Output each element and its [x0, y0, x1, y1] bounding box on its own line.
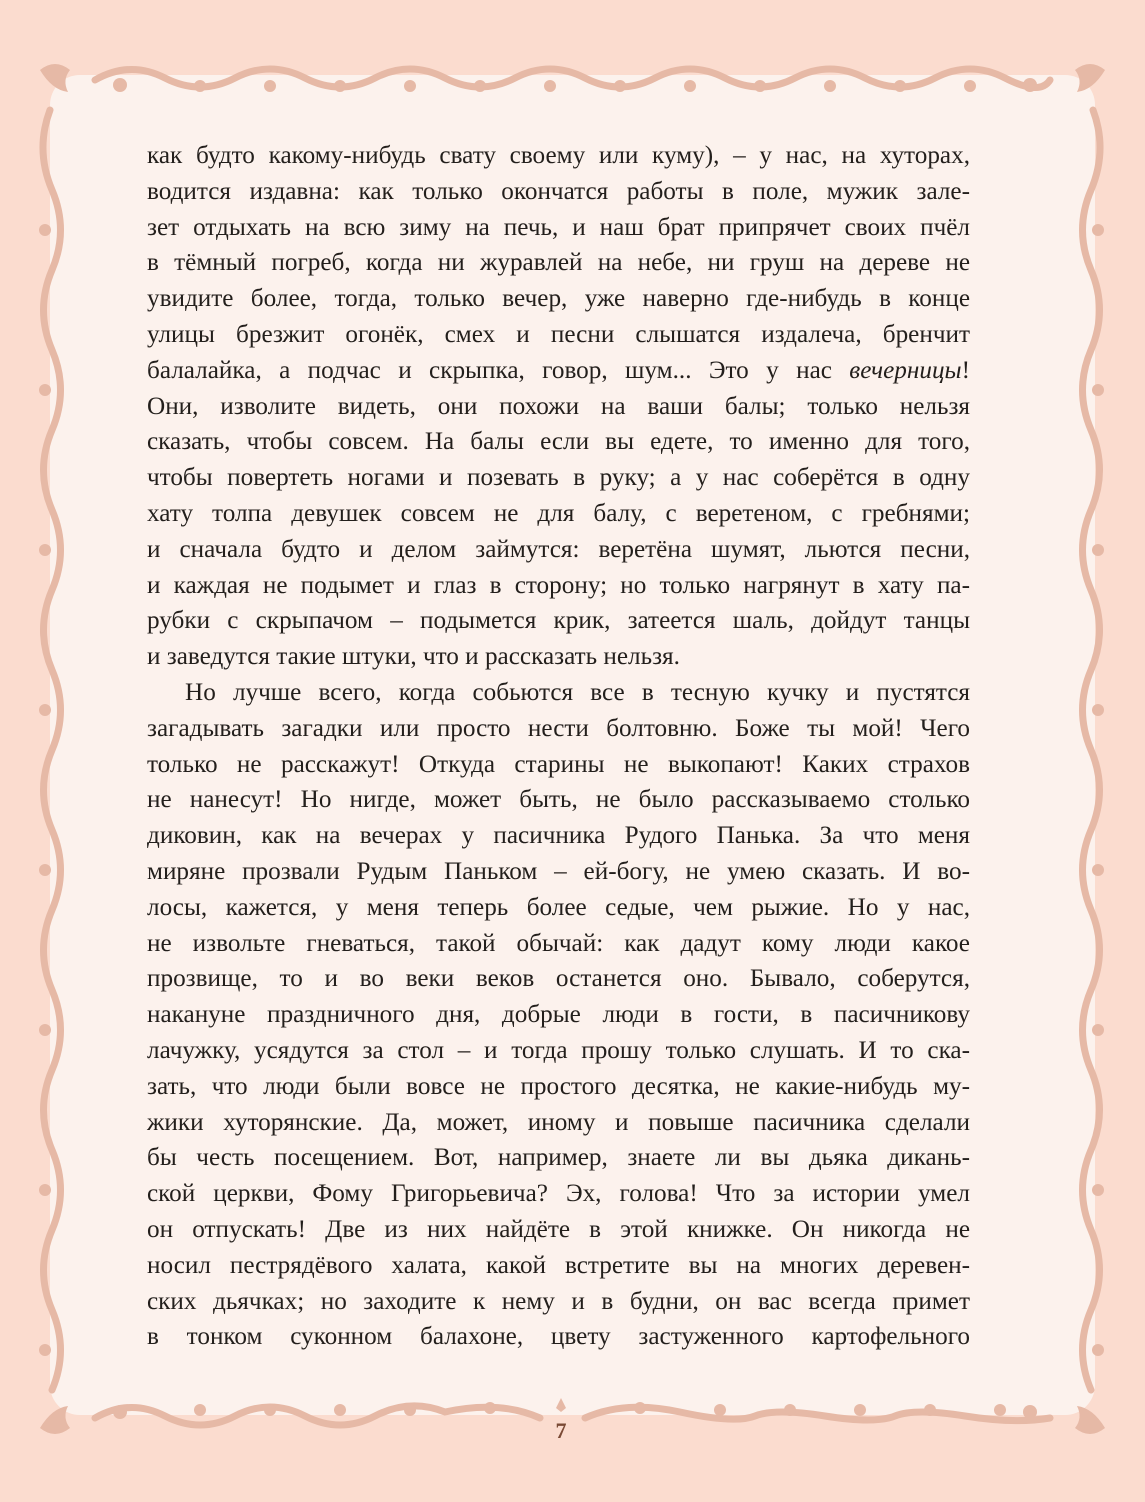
text-line: бы честь посещением. Вот, например, знаете ли вы дьяка дикань-	[147, 1144, 970, 1172]
text-line: ских дьячках; но заходите к нему и в будни, он вас всегда примет	[147, 1287, 970, 1315]
italic-term: вечерницы	[849, 356, 962, 384]
text-line: и сначала будто и делом займутся: веретёна шумят, льются песни,	[147, 535, 970, 563]
text-line: лачужку, усядутся за стол – и тогда прошу только слушать. И то ска-	[147, 1036, 970, 1064]
text-run: балалайка, а подчас и скрыпка, говор, шум... Это у нас	[147, 356, 850, 384]
text-line: не нанесут! Но нигде, может быть, не было рассказываемо столько	[147, 786, 970, 814]
text-line	[147, 353, 970, 389]
text-line: зать, что люди были вовсе не простого десятка, не какие-нибудь му-	[147, 1072, 970, 1100]
text-line: Они, изволите видеть, они похожи на ваши балы; только нельзя	[147, 392, 970, 420]
paragraph-2	[147, 675, 970, 1355]
text-line: хату толпа девушек совсем не для балу, с веретеном, с гребнями;	[147, 499, 970, 527]
text-line: ской церкви, Фому Григорьевича? Эх, голова! Что за истории умел	[147, 1180, 970, 1208]
text-line: в тонком суконном балахоне, цвету застуженного картофельного	[147, 1323, 970, 1351]
text-line: и каждая не подымет и глаз в сторону; но только нагрянут в хату па-	[147, 571, 970, 599]
text-line: улицы брезжит огонёк, смех и песни слышатся издалеча, бренчит	[147, 320, 970, 348]
page-number: 7	[555, 1418, 567, 1443]
text-line: миряне прозвали Рудым Паньком – ей-богу, не умею сказать. И во-	[147, 857, 970, 885]
text-line: в тёмный погреб, когда ни журавлей на небе, ни груш на дереве не	[147, 249, 970, 277]
text-run: !	[961, 356, 970, 384]
text-line: сказать, чтобы совсем. На балы если вы едете, то именно для того,	[147, 428, 970, 456]
text-line: носил пестрядёвого халата, какой встретите вы на многих деревен-	[147, 1251, 970, 1279]
text-line: только не расскажут! Откуда старины не выкопают! Каких страхов	[147, 750, 970, 778]
body-text	[147, 138, 970, 1355]
text-line: прозвище, то и во веки веков останется оно. Бывало, соберутся,	[147, 965, 970, 993]
text-line: не извольте гневаться, такой обычай: как дадут кому люди какое	[147, 929, 970, 957]
text-line: зет отдыхать на всю зиму на печь, и наш брат припрячет своих пчёл	[147, 213, 970, 241]
text-line: Но лучше всего, когда собьются все в тесную кучку и пустятся	[185, 678, 970, 706]
paragraph-1	[147, 138, 970, 675]
text-line: накануне праздничного дня, добрые люди в гости, в пасичникову	[147, 1001, 970, 1029]
text-line: и заведутся такие штуки, что и рассказать нельзя.	[147, 643, 680, 671]
text-line: рубки с скрыпачом – подымется крик, затеется шаль, дойдут танцы	[147, 607, 970, 635]
text-line: он отпускать! Две из них найдёте в этой книжке. Он никогда не	[147, 1215, 970, 1243]
text-line: загадывать загадки или просто нести болтовню. Боже ты мой! Чего	[147, 714, 970, 742]
text-line: лосы, кажется, у меня теперь более седые, чем рыжие. Но у нас,	[147, 893, 970, 921]
text-line: увидите более, тогда, только вечер, уже наверно где-нибудь в конце	[147, 285, 970, 313]
text-line: жики хуторянские. Да, может, иному и повыше пасичника сделали	[147, 1108, 970, 1136]
text-line: водится издавна: как только окончатся работы в поле, мужик зале-	[147, 177, 970, 205]
text-line: чтобы повертеть ногами и позевать в руку; а у нас соберётся в одну	[147, 464, 970, 492]
text-line: как будто какому-нибудь свату своему или куму), – у нас, на хуторах,	[147, 142, 970, 169]
text-line: диковин, как на вечерах у пасичника Рудого Панька. За что меня	[147, 822, 970, 850]
